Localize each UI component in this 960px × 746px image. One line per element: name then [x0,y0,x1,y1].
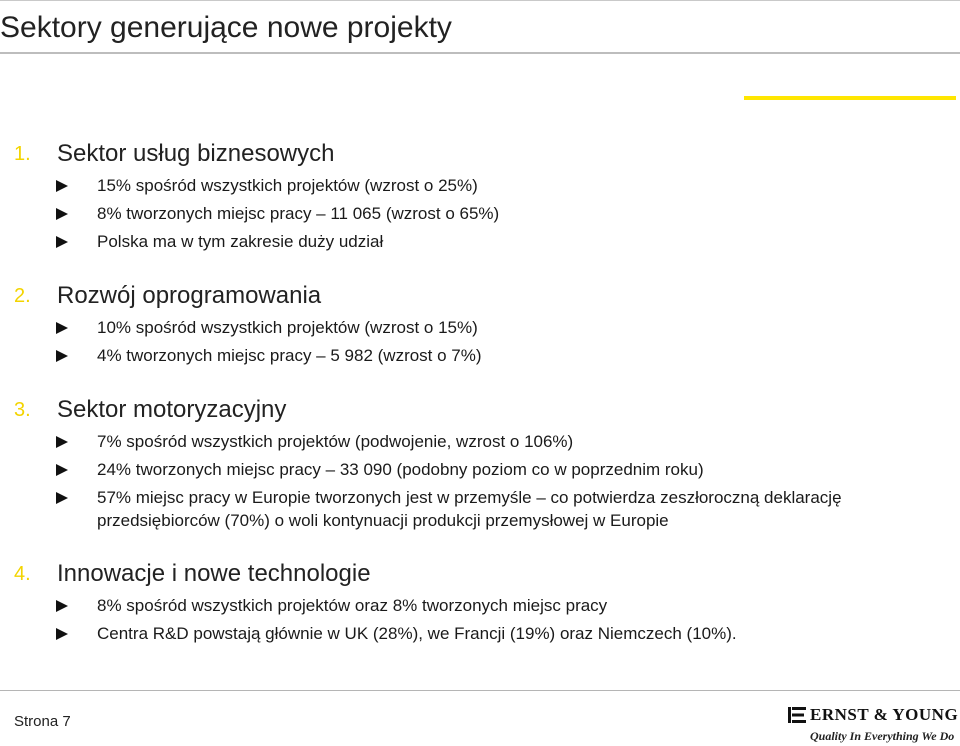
accent-line [744,96,956,100]
section-title: Innowacje i nowe technologie [57,560,371,587]
triangle-bullet-icon [56,600,68,612]
logo-wordmark: ERNST & YOUNG [810,705,959,724]
triangle-bullet-icon [56,436,68,448]
logo-tagline: Quality In Everything We Do [810,729,955,743]
triangle-bullet-icon [56,236,68,248]
ey-logo [788,704,959,744]
section-title: Sektor usług biznesowych [57,140,335,167]
section-number: 3. [14,399,31,421]
bullet-list [0,430,960,532]
section-header [0,395,960,425]
section-title: Sektor motoryzacyjny [57,396,287,423]
section-innovation-technology [0,559,960,645]
section-header [0,281,960,311]
list-item [0,230,960,253]
list-item [0,622,960,645]
triangle-bullet-icon [56,208,68,220]
section-number: 2. [14,285,31,307]
section-business-services [0,139,960,253]
list-item-text: Polska ma w tym zakresie duży udział [97,232,384,251]
top-rule [0,0,960,1]
triangle-bullet-icon [56,464,68,476]
section-software-development [0,281,960,367]
page-title: Sektory generujące nowe projekty [0,11,452,44]
list-item-text: 8% tworzonych miejsc pracy – 11 065 (wzrost o 65%) [97,204,500,223]
title-divider [0,52,960,54]
bullet-list [0,594,960,645]
list-item-text: 10% spośród wszystkich projektów (wzrost o 15%) [97,318,478,337]
list-item [0,486,960,532]
bullet-list [0,174,960,253]
ey-logo-icon [788,706,806,724]
bullet-list [0,316,960,367]
page-number: Strona 7 [14,713,71,730]
section-title: Rozwój oprogramowania [57,282,322,309]
list-item-text: Centra R&D powstają głównie w UK (28%), we Francji (19%) oraz Niemczech (10%). [97,624,737,643]
list-item-text: 8% spośród wszystkich projektów oraz 8% tworzonych miejsc pracy [97,596,608,615]
section-number: 4. [14,563,31,585]
list-item-text: 15% spośród wszystkich projektów (wzrost o 25%) [97,176,478,195]
triangle-bullet-icon [56,180,68,192]
section-number: 1. [14,143,31,165]
list-item-text: 57% miejsc pracy w Europie tworzonych jest w przemyśle – co potwierdza zeszłoroczną deklarację przedsiębiorców (70%) o woli kontynuacji produkcji przemysłowej w Europie [97,488,842,530]
list-item [0,458,960,481]
list-item-text: 24% tworzonych miejsc pracy – 33 090 (podobny poziom co w poprzednim roku) [97,460,704,479]
triangle-bullet-icon [56,350,68,362]
triangle-bullet-icon [56,628,68,640]
list-item-text: 4% tworzonych miejsc pracy – 5 982 (wzrost o 7%) [97,346,482,365]
list-item [0,174,960,197]
list-item [0,594,960,617]
section-header [0,139,960,169]
footer-divider [0,690,960,691]
list-item [0,202,960,225]
triangle-bullet-icon [56,322,68,334]
triangle-bullet-icon [56,492,68,504]
list-item-text: 7% spośród wszystkich projektów (podwojenie, wzrost o 106%) [97,432,574,451]
section-header [0,559,960,589]
list-item [0,316,960,339]
list-item [0,344,960,367]
list-item [0,430,960,453]
section-automotive [0,395,960,532]
